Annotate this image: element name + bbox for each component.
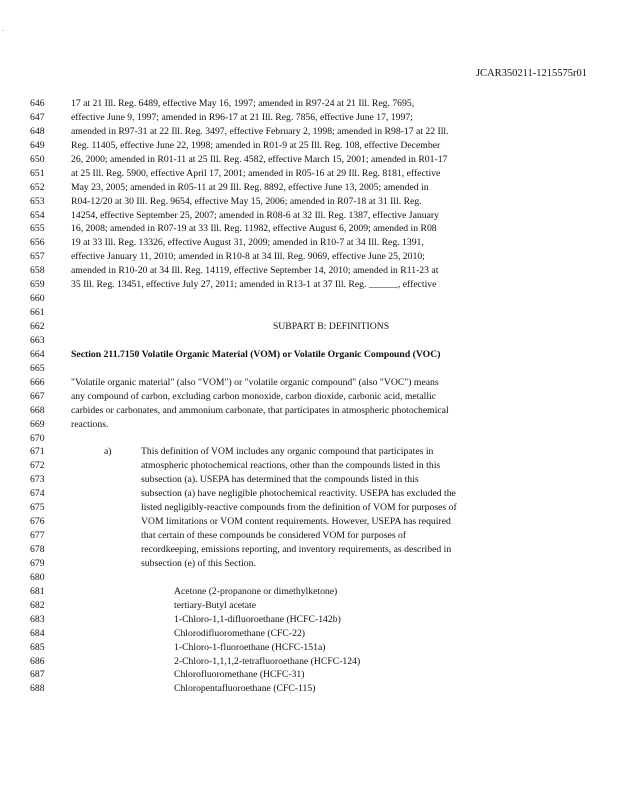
line-number: 679 — [30, 557, 45, 569]
subsection-a-marker: a) — [104, 446, 112, 458]
document-id: JCAR350211-1215575r01 — [475, 68, 587, 79]
line-number: 650 — [30, 153, 45, 165]
line-number: 657 — [30, 251, 45, 263]
subsection-a-line: VOM limitations or VOM content requirements. However, USEPA has required — [141, 516, 451, 528]
line-number: 646 — [30, 98, 45, 109]
line-number: 674 — [30, 488, 45, 500]
line-number: 652 — [30, 181, 45, 193]
history-line: May 23, 2005; amended in R05-11 at 29 Ill. Reg. 8892, effective June 13, 2005; amended in — [71, 181, 429, 193]
line-number: 671 — [30, 446, 45, 458]
blank-line — [71, 306, 591, 320]
line-number: 668 — [30, 404, 45, 416]
line-number: 686 — [30, 655, 45, 667]
history-line: at 25 Ill. Reg. 5900, effective April 17, 2001; amended in R05-16 at 29 Ill. Reg. 8181, effective — [71, 167, 441, 179]
history-line: Reg. 11405, effective June 22, 1998; amended in R01-9 at 25 Ill. Reg. 108, effective December — [71, 139, 441, 151]
line-numbers — [30, 97, 45, 696]
line-number: 665 — [30, 362, 45, 374]
line-number: 676 — [30, 516, 45, 528]
line-number: 677 — [30, 530, 45, 542]
line-number: 666 — [30, 376, 45, 388]
subpart-heading: SUBPART B: DEFINITIONS — [272, 321, 390, 332]
line-number: 647 — [30, 111, 45, 123]
line-number: 651 — [30, 167, 45, 179]
line-number: 684 — [30, 627, 45, 639]
line-number: 667 — [30, 390, 45, 402]
scan-mark — [3, 30, 4, 31]
section-heading: Section 211.7150 Volatile Organic Material (VOM) or Volatile Organic Compound (VOC) — [71, 348, 441, 360]
definition-line: carbides or carbonates, and ammonium carbonate, that participates in atmospheric photochemical — [71, 404, 449, 416]
definition-line: any compound of carbon, excluding carbon monoxide, carbon dioxide, carbonic acid, metallic — [71, 390, 437, 402]
subsection-a-line: subsection (a). USEPA has determined that the compounds listed in this — [141, 474, 419, 486]
line-number: 672 — [30, 460, 45, 472]
compound-item: 1-Chloro-1,1-difluoroethane (HCFC-142b) — [174, 613, 341, 625]
line-number: 655 — [30, 223, 45, 235]
line-number: 682 — [30, 599, 45, 611]
history-line: 35 Ill. Reg. 13451, effective July 27, 2011; amended in R13-1 at 37 Ill. Reg. ______, effective — [71, 279, 437, 291]
compound-item: Chloropentafluoroethane (CFC-115) — [174, 683, 316, 695]
history-line: effective June 9, 1997; amended in R96-17 at 21 Ill. Reg. 7856, effective June 17, 1997; — [71, 111, 413, 123]
compound-item: 2-Chloro-1,1,1,2-tetrafluoroethane (HCFC-124) — [174, 655, 361, 667]
blank-line — [71, 334, 591, 348]
line-number: 670 — [30, 432, 45, 444]
subsection-a-line — [71, 445, 591, 459]
blank-line — [71, 432, 591, 446]
line-number: 678 — [30, 544, 45, 555]
subsection-a-line: recordkeeping, emissions reporting, and inventory requirements, as described in — [141, 544, 452, 555]
line-number: 648 — [30, 125, 45, 137]
blank-line — [71, 571, 591, 585]
compound-item: Chlorodifluoromethane (CFC-22) — [174, 627, 306, 639]
history-line: 17 at 21 Ill. Reg. 6489, effective May 16, 1997; amended in R97-24 at 21 Ill. Reg. 7695, — [71, 98, 415, 109]
line-number: 658 — [30, 265, 45, 277]
history-line: 14254, effective September 25, 2007; amended in R08-6 at 32 Ill. Reg. 1387, effective January — [71, 209, 439, 221]
line-number: 673 — [30, 474, 45, 486]
history-line: 26, 2000; amended in R01-11 at 25 Ill. Reg. 4582, effective March 15, 2001; amended in R01-17 — [71, 153, 448, 165]
subsection-a-line: subsection (e) of this Section. — [141, 557, 256, 569]
definition-line: reactions. — [71, 418, 109, 430]
compound-item: 1-Chloro-1-fluoroethane (HCFC-151a) — [174, 641, 326, 653]
history-end — [71, 292, 591, 306]
line-number: 675 — [30, 502, 45, 514]
definition-line: "Volatile organic material" (also "VOM") or "volatile organic compound" (also "VOC") means — [71, 376, 439, 388]
history-line: amended in R10-20 at 34 Ill. Reg. 14119, effective September 14, 2010; amended in R11-23 at — [71, 265, 439, 277]
line-number: 663 — [30, 334, 45, 346]
history-line: amended in R97-31 at 22 Ill. Reg. 3497, effective February 2, 1998; amended in R98-17 at 22 Ill. — [71, 125, 449, 137]
line-number: 659 — [30, 279, 45, 291]
history-line: effective January 11, 2010; amended in R10-8 at 34 Ill. Reg. 9069, effective June 25, 2010; — [71, 251, 425, 263]
line-number: 660 — [30, 293, 45, 305]
line-number: 681 — [30, 585, 45, 597]
line-number: 688 — [30, 683, 45, 695]
line-number: 687 — [30, 669, 45, 681]
blank-line — [71, 362, 591, 376]
line-number: 661 — [30, 307, 45, 319]
line-number: 669 — [30, 418, 45, 430]
line-number: 649 — [30, 139, 45, 151]
history-line: 16, 2008; amended in R07-19 at 33 Ill. Reg. 11982, effective August 6, 2009; amended in R08 — [71, 223, 437, 235]
subsection-a-line: subsection (a) have negligible photochemical reactivity. USEPA has excluded the — [141, 488, 456, 500]
compound-item: tertiary-Butyl acetate — [174, 599, 257, 611]
line-number: 683 — [30, 613, 45, 625]
subsection-a-line: listed negligibly-reactive compounds from the definition of VOM for purposes of — [141, 502, 457, 514]
line-number: 685 — [30, 641, 45, 653]
line-number: 680 — [30, 571, 45, 583]
subsection-a-text: This definition of VOM includes any organic compound that participates in — [141, 446, 434, 458]
compound-item: Acetone (2-propanone or dimethylketone) — [174, 585, 338, 597]
document-body — [71, 97, 591, 696]
compound-item: Chlorofluoromethane (HCFC-31) — [174, 669, 305, 681]
line-number: 654 — [30, 209, 45, 221]
line-number: 656 — [30, 237, 45, 249]
line-number: 662 — [30, 321, 45, 332]
history-line: 19 at 33 Ill. Reg. 13326, effective August 31, 2009; amended in R10-7 at 34 Ill. Reg. 1391, — [71, 237, 424, 249]
line-number: 664 — [30, 348, 45, 360]
history-line: R04-12/20 at 30 Ill. Reg. 9654, effective May 15, 2006; amended in R07-18 at 31 Ill. Reg. — [71, 195, 422, 207]
line-number: 653 — [30, 195, 45, 207]
subsection-a-line: atmospheric photochemical reactions, other than the compounds listed in this — [141, 460, 441, 472]
subsection-a-line: that certain of these compounds be considered VOM for purposes of — [141, 530, 407, 542]
